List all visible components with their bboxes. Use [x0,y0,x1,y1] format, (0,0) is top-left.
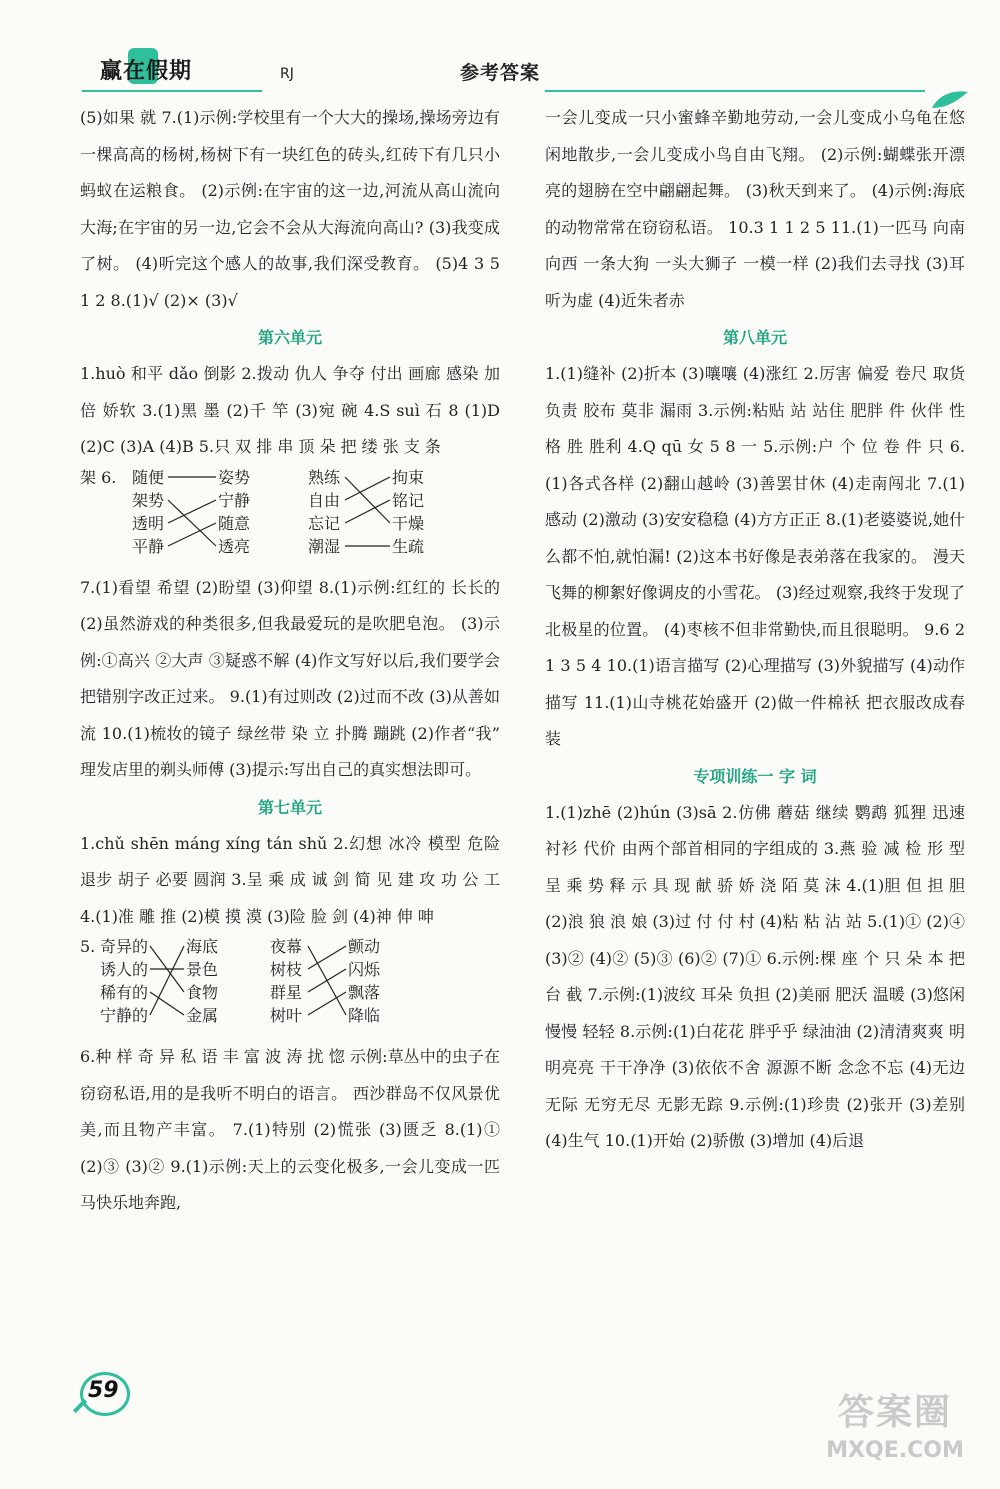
page-number: 59 [88,1378,119,1403]
match-lines [80,466,500,570]
watermark-title: 答案圈 [837,1392,952,1433]
page-title: 参考答案 [459,62,540,84]
match-word: 景色 [186,960,219,979]
match-label: 架 6. [80,467,117,487]
match-line [168,500,216,546]
match-word: 拘束 [392,467,425,487]
match-word: 姿势 [218,467,251,487]
match-column-left [308,466,340,558]
match-word: 颤动 [348,937,381,956]
match-line [345,477,390,500]
match-word: 宁静 [218,490,251,510]
match-word: 透明 [132,513,165,533]
unit7-answers-1: 1.chǔ shēn máng xíng tán shǔ 2.幻想 冰冷 模型 危险 退步 胡子 必要 圆润 3.呈 乘 成 诚 剑 简 见 建 攻 功 公 工 4.(1)准 雕 推 (2)模 摸 漠 (3)险 脸 剑 (4)神 伸 呻 [80,833,500,926]
match-word: 干燥 [392,513,425,533]
match-word: 飘落 [348,983,381,1002]
match-word: 自由 [308,490,341,510]
unit7-answers-continued: 一会儿变成一只小蜜蜂辛勤地劳动,一会儿变成小乌龟在悠闲地散步,一会儿变成小鸟自由飞翔。 (2)示例:蝴蝶张开漂亮的翅膀在空中翩翩起舞。 (3)秋天到来了。 (4)示例:海底的动物常常在窃窃私语。 10.3 1 1 2 5 11.(1)一匹马 向南 向西 一条大狗 一头大狮子 一模一样 (2)我们去寻找 (3)耳听为虚 (4)近朱者赤 [545,108,965,310]
header-rule-left [82,90,262,92]
page-header [0,0,1000,100]
special-training-title: 专项训练一 字 词 [693,766,817,786]
match-line [308,969,346,992]
right-column [545,100,965,1160]
logo-text: 赢在假期 [100,59,193,84]
edition-label: RJ [280,66,294,82]
watermark [810,1390,980,1480]
match-word: 树叶 [270,1006,303,1025]
match-line [150,946,184,1015]
match-word: 夜幕 [270,937,303,956]
watermark-url: MXQE.COM [826,1438,964,1463]
match-word: 架势 [132,490,165,510]
match-word: 忘记 [308,513,341,533]
unit8-answers: 1.(1)缝补 (2)折本 (3)嚷嚷 (4)涨红 2.厉害 偏爱 卷尺 取货 负责 胶布 莫非 漏雨 3.示例:粘贴 站 站住 肥胖 件 伙伴 性格 胜 胜利 4.Q qū 女 5 8 一 5.示例:户 个 位 卷 件 只 6.(1)各式各样 (2)翻山越岭 (3)善罢甘休 (4)走南闯北 7.(1)感动 (2)激动 (3)安安稳稳 (4)方方正正 8.(1)老婆婆说,她什么都不怕,就怕漏! (2)这本书好像是表弟落在我家的。 漫天飞舞的柳絮好像调皮的小雪花。 (3)经过观察,我终于发现了北极星的位置。 (4)枣核不但非常勤快,而且很聪明。 9.6 2 1 3 5 4 10.(1)语言描写 (2)心理描写 (3)外貌描写 (4)动作描写 11.(1)山寺桃花始盛开 (2)做一件棉袄 把衣服改成春装 [545,364,965,748]
match-label: 5. [80,937,96,956]
match-word: 树枝 [270,960,303,979]
unit6-answers-1: 1.huò 和平 dǎo 倒影 2.拨动 仇人 争夺 付出 画廊 感染 加倍 娇软 3.(1)黑 墨 (2)千 竿 (3)宛 碗 4.S suì 石 8 (1)D (2)C (3)A (4)B 5.只 双 排 串 顶 朵 把 缕 张 支 条 [80,364,500,456]
unit7-answers-2: 6.种 样 奇 异 私 语 丰 富 波 涛 扰 惚 示例:草丛中的虫子在窃窃私语,用的是我听不明白的语言。 西沙群岛不仅风景优美,而且物产丰富。 7.(1)特别 (2)慌张 (3)匮乏 8.(1)① (2)③ (3)② 9.(1)示例:天上的云变化极多,一会儿变成一匹马快乐地奔跑, [80,1047,500,1212]
match-word: 诱人的 [100,960,149,979]
unit6-title: 第六单元 [257,328,322,347]
match-column-left [270,935,302,1027]
header-rule-right [545,90,925,92]
match-line [168,523,216,546]
match-word: 群星 [270,983,303,1002]
match-word: 随便 [132,467,165,487]
match-word: 潮湿 [308,536,341,556]
unit6-answers-2: 7.(1)看望 希望 (2)盼望 (3)仰望 8.(1)示例:红红的 长长的 (2)虽然游戏的种类很多,但我最爱玩的是吹肥皂泡。 (3)示例:①高兴 ②大声 ③疑惑不解 (4)作文写好以后,我们要学会把错别字改正过来。 9.(1)有过则改 (2)过而不改 (3)从善如流 10.(1)梳妆的镜子 绿丝带 染 立 扑腾 蹦跳 (2)作者“我” 理发店里的剃头师傅 (3)提示:写出自己的真实想法即可。 [80,577,500,779]
match-line [168,500,216,523]
unit6-matching [80,466,500,570]
match-word: 海底 [186,937,219,956]
match-column-right [392,466,424,558]
match-word: 稀有的 [100,983,149,1002]
unit7-matching [80,935,500,1039]
left-column [80,100,500,1222]
unit8-title: 第八单元 [722,328,787,347]
match-word: 食物 [186,983,219,1002]
match-word: 生疏 [392,536,425,556]
match-word: 金属 [186,1006,219,1025]
match-word: 闪烁 [348,960,381,979]
match-word: 透亮 [218,536,251,556]
match-word: 奇异的 [100,937,149,956]
match-word: 宁静的 [100,1006,149,1025]
match-word: 熟练 [308,467,341,487]
match-word: 平静 [132,536,165,556]
unit5-answers-tail: (5)如果 就 7.(1)示例:学校里有一个大大的操场,操场旁边有一棵高高的杨树,杨树下有一块红色的砖头,红砖下有几只小蚂蚁在运粮食。 (2)示例:在宇宙的这一边,河流从高山流向大海;在宇宙的另一边,它会不会从大海流向高山? (3)我变成了树。 (4)听完这个感人的故事,我们深受教育。 (5)4 3 5 1 2 8.(1)√ (2)× (3)√ [80,108,500,310]
unit7-title: 第七单元 [257,797,322,817]
match-column-right [348,935,380,1027]
match-word: 铭记 [392,490,425,510]
match-word: 随意 [218,513,251,533]
special-training-answers: 1.(1)zhē (2)hún (3)sā 2.仿佛 蘑菇 继续 鹦鹉 狐狸 迅速 衬衫 代价 由两个部首相同的字组成的 3.燕 验 减 检 形 型 呈 乘 势 释 示 具 现 献 骄 娇 浇 陌 莫 沫 4.(1)胆 但 担 胆 (2)浪 狼 浪 娘 (3)过 付 付 村 (4)粘 粘 沾 站 5.(1)① (2)④ (3)② (4)② (5)③ (6)② (7)① 6.示例:棵 座 个 只 朵 本 把 台 截 7.示例:(1)波纹 耳朵 负担 (2)美丽 肥沃 温暖 (3)悠闲 慢慢 轻轻 8.示例:(1)白花花 胖乎乎 绿油油 (2)清清爽爽 明明亮亮 干干净净 (3)依依不舍 源源不断 念念不忘 (4)无边无际 无穷无尽 无影无踪 9.示例:(1)珍贵 (2)张开 (3)差别 (4)生气 10.(1)开始 (2)骄傲 (3)增加 (4)后退 [545,802,965,1150]
match-word: 降临 [348,1006,381,1025]
match-line [345,500,390,523]
match-line [345,477,390,523]
